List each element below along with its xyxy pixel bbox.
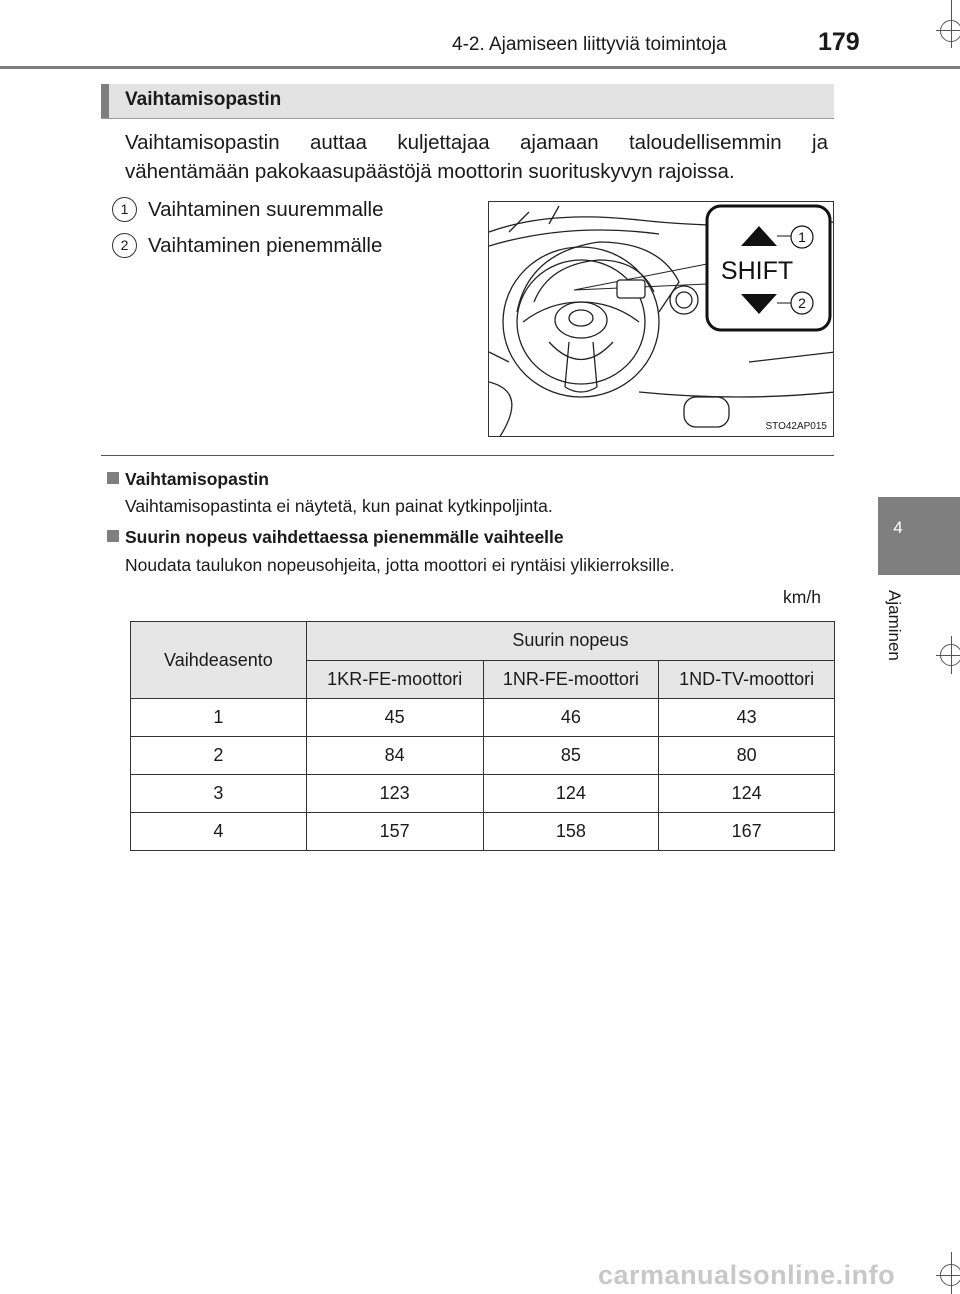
table-cell: 3: [131, 775, 307, 813]
table-cell: 167: [659, 813, 835, 851]
callout-number: 1: [112, 197, 137, 222]
table-cell: 80: [659, 737, 835, 775]
intro-paragraph: Vaihtamisopastin auttaa kuljettajaa ajamaan taloudellisemmin ja vähentämään pakokaasupäästöjä moottorin suorituskyvyn rajoissa.: [125, 131, 828, 183]
table-cell: 124: [659, 775, 835, 813]
table-cell: 46: [483, 699, 659, 737]
note-text: Noudata taulukon nopeusohjeita, jotta moottori ei ryntäisi ylikierroksille.: [125, 555, 675, 575]
crop-mark-circle: [940, 644, 960, 666]
crop-mark-circle: [940, 1264, 960, 1286]
dashboard-drawing: [489, 202, 834, 437]
table-header-max-speed: Suurin nopeus: [306, 622, 834, 661]
table-header-engine: 1KR-FE-moottori: [306, 660, 483, 699]
table-cell: 84: [306, 737, 483, 775]
watermark: carmanualsonline.info: [598, 1260, 896, 1290]
table-header-engine: 1ND-TV-moottori: [659, 660, 835, 699]
table-header-engine: 1NR-FE-moottori: [483, 660, 659, 699]
list-item-label: Vaihtaminen suuremmalle: [148, 198, 384, 221]
note-heading: Suurin nopeus vaihdettaessa pienemmälle vaihteelle: [107, 527, 564, 548]
table-cell: 45: [306, 699, 483, 737]
unit-label: km/h: [783, 587, 821, 607]
table-cell: 124: [483, 775, 659, 813]
crop-mark-circle: [940, 20, 960, 42]
square-bullet-icon: [107, 530, 119, 542]
section-header: [101, 84, 834, 119]
table-row: [131, 775, 835, 813]
table-cell: 1: [131, 699, 307, 737]
callout-number: 2: [112, 233, 137, 258]
square-bullet-icon: [107, 472, 119, 484]
figure-callout-1: 1: [798, 229, 806, 245]
section-marker: [101, 84, 109, 118]
figure-code: STO42AP015: [765, 421, 827, 432]
shift-label: SHIFT: [720, 257, 794, 285]
dashboard-illustration: [488, 201, 834, 437]
table-cell: 4: [131, 813, 307, 851]
chapter-number: 4: [893, 518, 903, 537]
chapter-label: Ajaminen: [885, 590, 904, 661]
table-cell: 123: [306, 775, 483, 813]
table-cell: 158: [483, 813, 659, 851]
header-section-title: 4-2. Ajamiseen liittyviä toimintoja: [452, 34, 727, 55]
table-cell: 43: [659, 699, 835, 737]
note-heading: Vaihtamisopastin: [107, 469, 269, 490]
list-item-label: Vaihtaminen pienemmälle: [148, 234, 383, 257]
page-number: 179: [818, 28, 860, 56]
table-row: [131, 813, 835, 851]
table-row: [131, 699, 835, 737]
figure-callout-2: 2: [798, 295, 806, 311]
section-title: Vaihtamisopastin: [125, 89, 282, 110]
table-cell: 157: [306, 813, 483, 851]
note-text: Vaihtamisopastinta ei näytetä, kun painat kytkinpoljinta.: [125, 496, 553, 516]
table-header-gear: Vaihdeasento: [131, 622, 307, 699]
speed-table: [130, 621, 835, 851]
table-row: [131, 737, 835, 775]
table-cell: 85: [483, 737, 659, 775]
section-divider: [101, 455, 834, 456]
header-rule: [0, 66, 960, 69]
table-cell: 2: [131, 737, 307, 775]
